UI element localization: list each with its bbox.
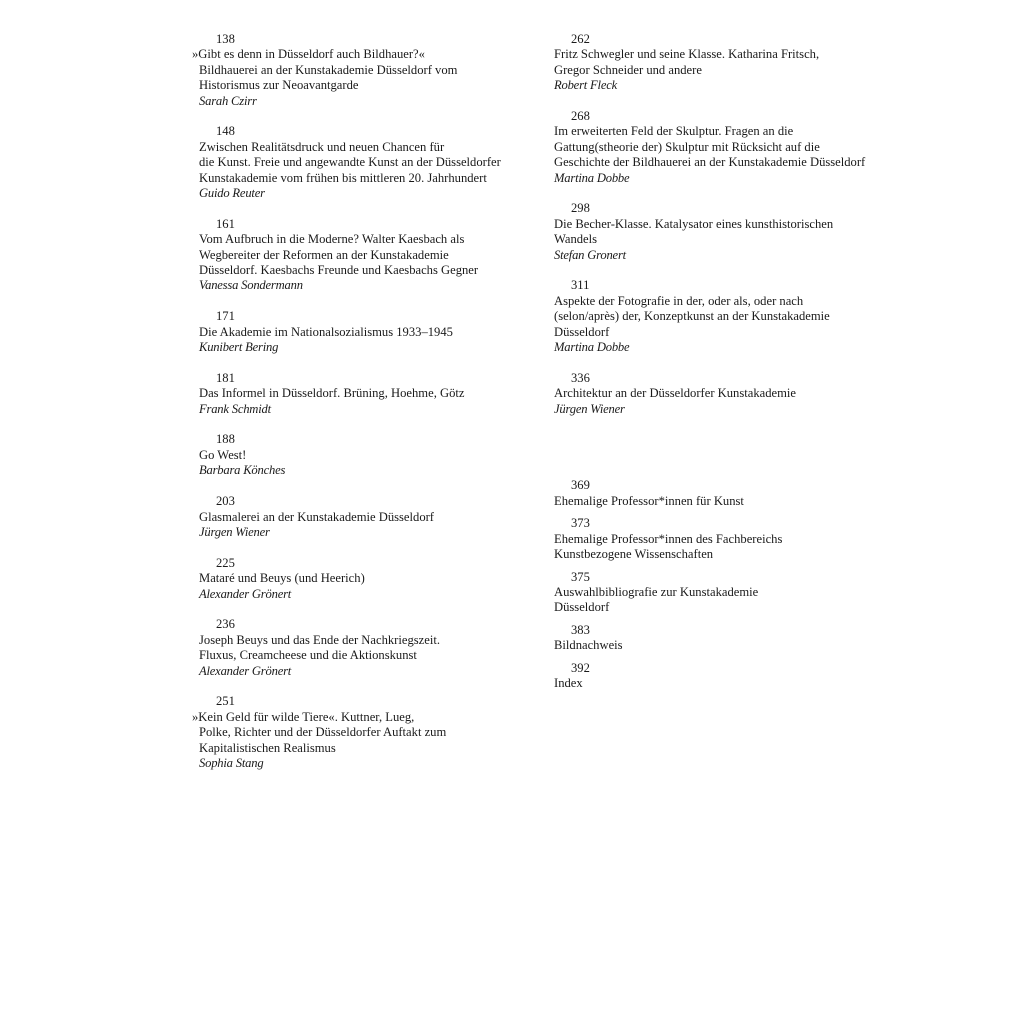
- chapter-author: Robert Fleck: [554, 78, 617, 93]
- page-number: 298: [571, 201, 590, 216]
- chapter-title: Zwischen Realitätsdruck und neuen Chancen für die Kunst. Freie und angewandte Kunst an der Düsseldorfer Kunstakademie vom frühen bis mittleren 20. Jahrhundert: [199, 139, 501, 185]
- toc-entry[interactable]: [554, 109, 884, 186]
- page-number: 392: [571, 660, 590, 675]
- chapter-title: Im erweiterten Feld der Skulptur. Fragen an die Gattung(stheorie der) Skulptur mit Rücksicht auf die Geschichte der Bildhauerei an der Kunstakademie Düsseldorf: [554, 124, 866, 170]
- chapter-title: Go West!: [199, 447, 247, 462]
- chapter-title: Architektur an der Düsseldorfer Kunstakademie: [554, 386, 796, 401]
- page-number: 171: [216, 309, 235, 324]
- chapter-title: Glasmalerei an der Kunstakademie Düsseldorf: [199, 509, 435, 524]
- appendix-entry[interactable]: [554, 623, 884, 654]
- appendix-title: Index: [554, 675, 583, 690]
- toc-entry[interactable]: [199, 556, 529, 602]
- toc-entry[interactable]: [199, 617, 529, 679]
- chapter-title: »Gibt es denn in Düsseldorf auch Bildhauer?« Bildhauerei an der Kunstakademie Düsseldorf vom Historismus zur Neoavantgarde: [192, 47, 458, 93]
- page-number: 311: [571, 278, 590, 293]
- chapter-title: Mataré und Beuys (und Heerich): [199, 571, 365, 586]
- page-number: 268: [571, 109, 590, 124]
- page-number: 225: [216, 555, 235, 570]
- page-number: 236: [216, 617, 235, 632]
- page-number: 203: [216, 494, 235, 509]
- toc-entry[interactable]: [199, 371, 529, 417]
- toc-entry[interactable]: [199, 432, 529, 478]
- toc-right-column: [554, 32, 884, 698]
- appendix-entry[interactable]: [554, 478, 884, 509]
- toc-entry[interactable]: [554, 278, 884, 355]
- chapter-author: Stefan Gronert: [554, 247, 626, 262]
- page-number: 383: [571, 622, 590, 637]
- page-number: 138: [216, 32, 235, 46]
- chapter-title: Aspekte der Fotografie in der, oder als, oder nach (selon/après) der, Konzeptkunst an der Kunstakademie Düsseldorf: [554, 293, 830, 339]
- page-number: 373: [571, 516, 590, 531]
- chapter-title: Vom Aufbruch in die Moderne? Walter Kaesbach als Wegbereiter der Reformen an der Kunstakademie Düsseldorf. Kaesbachs Freunde und Kaesbachs Gegner: [199, 232, 479, 278]
- toc-entry[interactable]: [192, 694, 529, 771]
- page-number: 251: [216, 694, 235, 709]
- chapter-title: »Kein Geld für wilde Tiere«. Kuttner, Lueg, Polke, Richter und der Düsseldorfer Auftakt zum Kapitalistischen Realismus: [192, 709, 447, 755]
- section-gap: [554, 432, 884, 478]
- chapter-author: Sarah Czirr: [199, 93, 257, 108]
- chapter-title: Die Akademie im Nationalsozialismus 1933–1945: [199, 324, 453, 339]
- chapter-title: Joseph Beuys und das Ende der Nachkriegszeit. Fluxus, Creamcheese und die Aktionskunst: [199, 632, 440, 663]
- toc-entry[interactable]: [199, 217, 529, 294]
- appendix-entry[interactable]: [554, 516, 884, 562]
- page-number: 161: [216, 216, 235, 231]
- page-number: 148: [216, 124, 235, 139]
- chapter-title: Das Informel in Düsseldorf. Brüning, Hoehme, Götz: [199, 386, 465, 401]
- appendix-title: Bildnachweis: [554, 638, 623, 653]
- page-number: 336: [571, 370, 590, 385]
- toc-entry[interactable]: [199, 124, 529, 201]
- toc-entry[interactable]: [199, 494, 529, 540]
- chapter-author: Frank Schmidt: [199, 401, 271, 416]
- toc-entry[interactable]: [199, 309, 529, 355]
- toc-entry[interactable]: [554, 201, 884, 263]
- toc-entry[interactable]: [192, 32, 529, 109]
- chapter-author: Alexander Grönert: [199, 586, 292, 601]
- chapter-author: Jürgen Wiener: [199, 524, 270, 539]
- chapter-author: Jürgen Wiener: [554, 401, 625, 416]
- page-number: 369: [571, 478, 590, 493]
- chapter-author: Vanessa Sondermann: [199, 278, 303, 293]
- page-number: 188: [216, 432, 235, 447]
- chapter-title: Die Becher-Klasse. Katalysator eines kunsthistorischen Wandels: [554, 216, 834, 247]
- page-number: 181: [216, 370, 235, 385]
- chapter-author: Alexander Grönert: [199, 663, 292, 678]
- appendix-entry[interactable]: [554, 570, 884, 616]
- page-number: 375: [571, 569, 590, 584]
- toc-entry[interactable]: [554, 371, 884, 417]
- chapter-title: Fritz Schwegler und seine Klasse. Katharina Fritsch, Gregor Schneider und andere: [554, 47, 820, 77]
- toc-entry[interactable]: [554, 32, 884, 94]
- chapter-author: Sophia Stang: [199, 755, 264, 770]
- chapter-author: Kunibert Bering: [199, 340, 279, 355]
- toc-left-column: [192, 32, 529, 787]
- chapter-author: Martina Dobbe: [554, 170, 630, 185]
- chapter-author: Guido Reuter: [199, 186, 265, 201]
- appendix-title: Ehemalige Professor*innen für Kunst: [554, 493, 744, 508]
- page-number: 262: [571, 32, 590, 46]
- chapter-author: Barbara Könches: [199, 463, 286, 478]
- appendix-entry[interactable]: [554, 661, 884, 692]
- appendix-title: Auswahlbibliografie zur Kunstakademie Düsseldorf: [554, 584, 759, 615]
- appendix-title: Ehemalige Professor*innen des Fachbereichs Kunstbezogene Wissenschaften: [554, 531, 783, 562]
- chapter-author: Martina Dobbe: [554, 340, 630, 355]
